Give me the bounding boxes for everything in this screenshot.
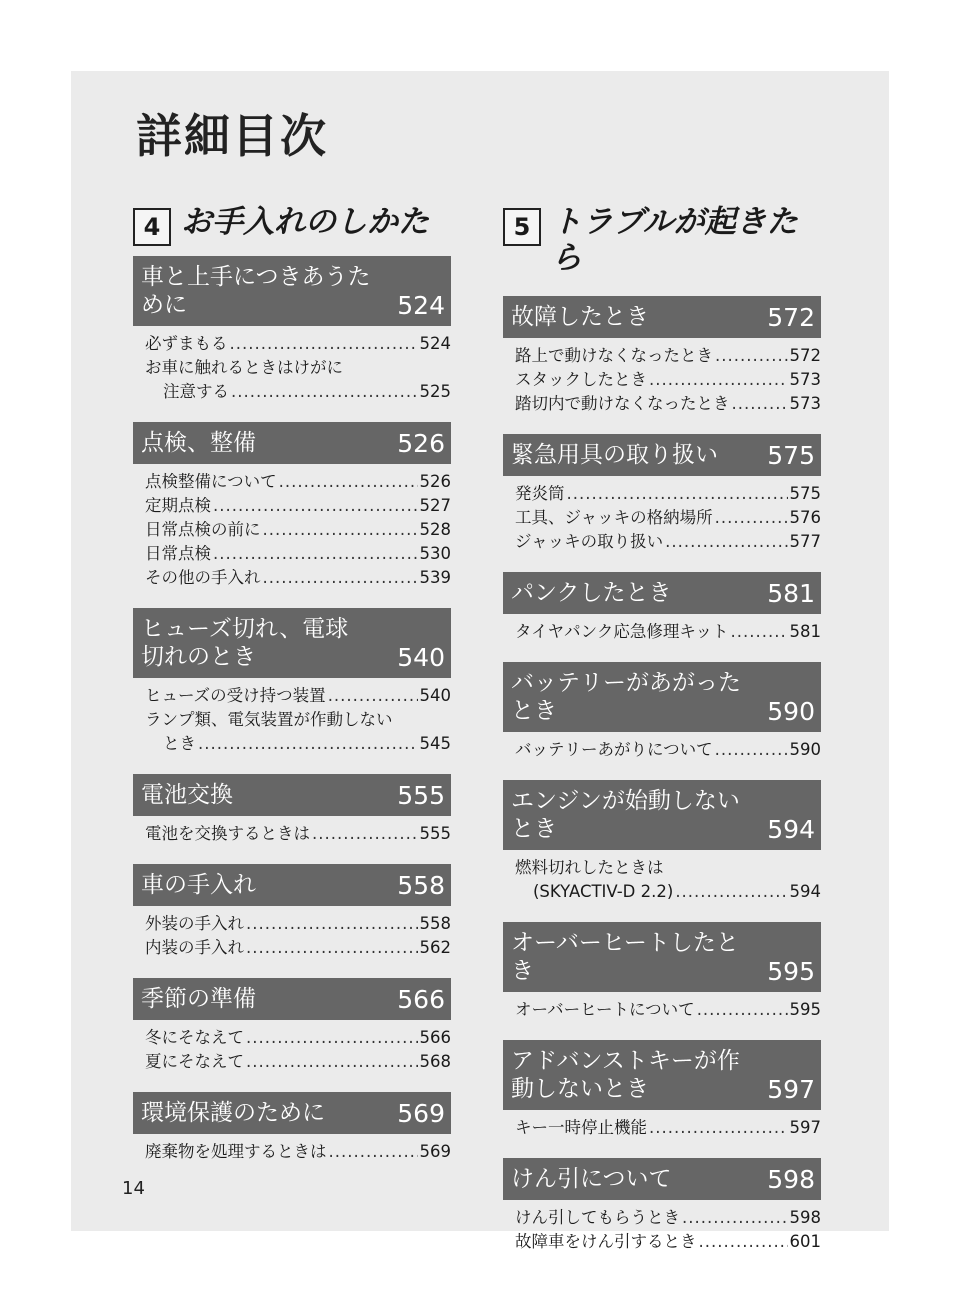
section-header[interactable] [133,256,451,326]
entry-text-line[interactable]: 燃料切れしたときは [515,858,664,877]
dot-leader [731,620,788,644]
entry-text: 外装の手入れ [145,914,244,933]
toc-entry[interactable] [515,482,821,506]
dot-leader [246,1050,418,1074]
entry-text: キー一時停止機能 [515,1118,647,1137]
entry-text: その他の手入れ [145,568,261,587]
chapter-header [503,204,821,296]
entry-list [503,1200,821,1272]
toc-entry[interactable] [145,732,451,756]
chapter-4-column [133,204,451,1182]
section-page: 555 [397,781,445,810]
entry-text: 点検整備について [145,472,277,491]
entry-text: 路上で動けなくなったとき [515,346,713,365]
dot-leader [649,1116,788,1140]
entry-text: オーバーヒートについて [515,1000,695,1019]
toc-entry[interactable] [145,332,451,356]
section-header[interactable] [503,922,821,992]
entry-page: 575 [789,484,821,503]
entry-page: 581 [789,622,821,641]
dot-leader [328,684,418,708]
toc-entry[interactable] [515,530,821,554]
entry-text: 工具、ジャッキの格納場所 [515,508,713,527]
entry-list [503,992,821,1040]
dot-leader [246,1026,418,1050]
entry-page: 569 [419,1142,451,1161]
dot-leader [665,530,787,554]
entry-text: 内装の手入れ [145,938,244,957]
section-title: ヒューズ切れ、電球切れのとき [141,616,349,670]
chapter-header [133,204,451,256]
section-page: 540 [397,643,445,672]
toc-entry[interactable] [515,620,821,644]
entry-page: 594 [789,882,821,901]
dot-leader [263,566,418,590]
section-title: 車と上手につきあうために [141,264,371,318]
entry-text: ジャッキの取り扱い [515,532,664,551]
dot-leader [682,1206,788,1230]
page-number: 14 [122,1178,145,1199]
toc-entry[interactable] [145,518,451,542]
entry-page: 527 [419,496,451,515]
chapter-number: 4 [133,208,171,246]
entry-text: とき [163,734,196,753]
entry-text: 必ずまもる [145,334,228,353]
chapter-title[interactable]: お手入れのしかた [181,204,429,240]
section-page: 595 [767,957,815,986]
dot-leader [246,936,418,960]
section-title: バッテリーがあがったとき [511,670,741,724]
entry-text: 冬にそなえて [145,1028,244,1047]
entry-page: 572 [789,346,821,365]
entry-page: 597 [789,1118,821,1137]
entry-page: 540 [419,686,451,705]
entry-text: スタックしたとき [515,370,647,389]
section-page: 526 [397,429,445,458]
entry-text-line[interactable]: お車に触れるときはけがに [145,358,343,377]
chapter-5-column [503,204,821,1272]
entry-list [133,464,451,608]
entry-text-line[interactable]: ランプ類、電気装置が作動しない [145,710,393,729]
entry-page: 595 [789,1000,821,1019]
entry-list [133,1134,451,1182]
dot-leader [732,392,788,416]
entry-text: ヒューズの受け持つ装置 [145,686,326,705]
entry-text: 発炎筒 [515,484,565,503]
entry-text: 定期点検 [145,496,211,515]
dot-leader [567,482,788,506]
section-page: 575 [767,441,815,470]
entry-text: 日常点検 [145,544,211,563]
section-title: 故障したとき [511,304,649,330]
entry-list [503,1110,821,1158]
entry-page: 528 [419,520,451,539]
section-title: アドバンストキーが作動しないとき [511,1048,740,1102]
entry-page: 555 [419,824,451,843]
section-title: けん引について [511,1166,672,1192]
section-page: 581 [767,579,815,608]
entry-page: 598 [789,1208,821,1227]
entry-list [133,678,451,774]
section-header[interactable] [133,774,451,816]
dot-leader [263,518,418,542]
section-title: エンジンが始動しないとき [511,788,740,842]
entry-list [133,906,451,978]
entry-page: 590 [789,740,821,759]
section-header[interactable] [503,1158,821,1200]
section-title: 環境保護のために [141,1100,325,1126]
entry-text: 電池を交換するときは [145,824,310,843]
entry-page: 525 [419,382,451,401]
section-header[interactable] [503,296,821,338]
dot-leader [312,822,418,846]
dot-leader [279,470,418,494]
toc-entry[interactable] [145,684,451,708]
entry-text: 夏にそなえて [145,1052,244,1071]
entry-list [133,816,451,864]
toc-entry[interactable] [515,880,821,904]
section-page: 558 [397,871,445,900]
entry-text: 注意する [163,382,229,401]
toc-entry[interactable] [515,1206,821,1230]
entry-page: 526 [419,472,451,491]
section-page: 597 [767,1075,815,1104]
toc-entry[interactable] [145,936,451,960]
entry-list [503,476,821,572]
section-page: 598 [767,1165,815,1194]
section-header[interactable] [503,572,821,614]
dot-leader [715,738,788,762]
toc-entry[interactable] [515,506,821,530]
toc-entry[interactable] [145,1026,451,1050]
entry-page: 573 [789,370,821,389]
section-header[interactable] [133,608,451,678]
entry-list [503,850,821,922]
dot-leader [715,506,788,530]
section-page: 569 [397,1099,445,1128]
dot-leader [697,998,788,1022]
section-page: 524 [397,291,445,320]
section-header[interactable] [133,864,451,906]
toc-entry[interactable] [515,344,821,368]
entry-text: タイヤパンク応急修理キット [515,622,729,641]
entry-page: 568 [419,1052,451,1071]
entry-list [503,614,821,662]
entry-text: 廃棄物を処理するときは [145,1142,327,1161]
entry-text: (SKYACTIV-D 2.2) [533,882,674,901]
section-header[interactable] [503,780,821,850]
dot-leader [230,332,418,356]
section-header[interactable] [503,1040,821,1110]
chapter-number: 5 [503,208,541,246]
entry-page: 576 [789,508,821,527]
dot-leader [198,732,418,756]
page-title: 詳細目次 [136,109,328,163]
entry-page: 573 [789,394,821,413]
entry-page: 524 [419,334,451,353]
section-header[interactable] [133,422,451,464]
toc-entry[interactable] [145,566,451,590]
section-title: 車の手入れ [141,872,256,898]
toc-entry[interactable] [145,822,451,846]
entry-text: けん引してもらうとき [515,1208,680,1227]
toc-entry[interactable] [515,1230,821,1254]
toc-entry[interactable] [145,494,451,518]
section-title: 電池交換 [141,782,233,808]
entry-list [503,732,821,780]
entry-text: 故障車をけん引するとき [515,1232,697,1251]
section-title: オーバーヒートしたとき [511,930,739,984]
dot-leader [246,912,418,936]
dot-leader [213,542,418,566]
entry-page: 539 [419,568,451,587]
entry-text: バッテリーあがりについて [515,740,713,759]
toc-entry[interactable] [145,1050,451,1074]
chapter-title[interactable]: トラブルが起きたら [551,204,798,276]
section-header[interactable] [133,1092,451,1134]
entry-page: 562 [419,938,451,957]
entry-text: 日常点検の前に [145,520,261,539]
toc-entry[interactable] [145,912,451,936]
dot-leader [699,1230,788,1254]
entry-page: 601 [789,1232,821,1251]
section-header[interactable] [503,434,821,476]
dot-leader [329,1140,418,1164]
section-title: 点検、整備 [141,430,256,456]
dot-leader [649,368,788,392]
toc-entry[interactable] [515,738,821,762]
toc-entry[interactable] [145,542,451,566]
entry-text: 踏切内で動けなくなったとき [515,394,730,413]
section-page: 572 [767,303,815,332]
entry-list [133,1020,451,1092]
section-title: パンクしたとき [511,580,672,606]
entry-list [133,326,451,422]
toc-entry[interactable] [515,1116,821,1140]
section-header[interactable] [133,978,451,1020]
dot-leader [675,880,787,904]
entry-page: 558 [419,914,451,933]
entry-page: 566 [419,1028,451,1047]
toc-entry[interactable] [515,392,821,416]
dot-leader [231,380,418,404]
toc-entry[interactable] [145,470,451,494]
section-page: 590 [767,697,815,726]
section-header[interactable] [503,662,821,732]
toc-entry[interactable] [515,998,821,1022]
section-page: 566 [397,985,445,1014]
toc-entry[interactable] [515,368,821,392]
section-title: 季節の準備 [141,986,256,1012]
entry-list [503,338,821,434]
dot-leader [213,494,418,518]
section-title: 緊急用具の取り扱い [511,442,718,468]
toc-entry[interactable] [145,1140,451,1164]
toc-entry[interactable] [145,380,451,404]
section-page: 594 [767,815,815,844]
entry-page: 577 [789,532,821,551]
entry-page: 530 [419,544,451,563]
dot-leader [715,344,788,368]
entry-page: 545 [419,734,451,753]
